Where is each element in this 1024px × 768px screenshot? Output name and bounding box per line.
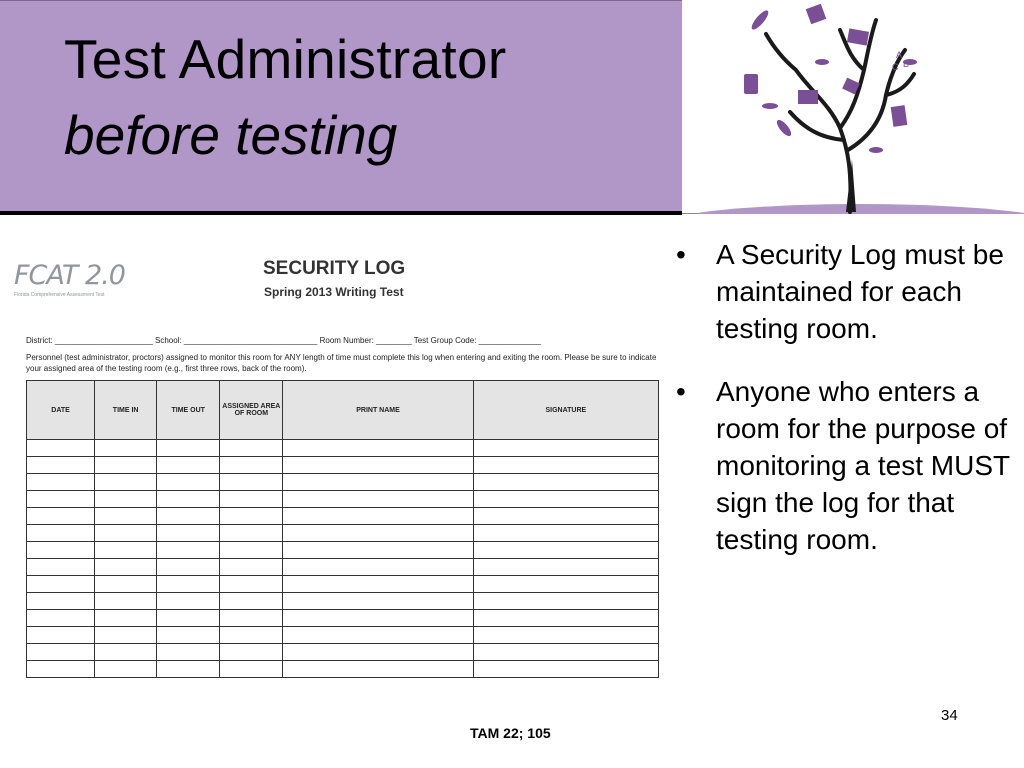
table-cell <box>220 474 283 491</box>
table-cell <box>220 576 283 593</box>
table-cell <box>27 525 95 542</box>
table-row <box>27 644 659 661</box>
table-cell <box>27 661 95 678</box>
table-cell <box>27 610 95 627</box>
table-cell <box>473 627 658 644</box>
table-cell <box>473 644 658 661</box>
bullet-text: Anyone who enters a room for the purpose of monitoring a test MUST sign the log for that testing room. <box>716 376 1010 555</box>
column-header-time-out: TIME OUT <box>157 381 220 440</box>
reference-note: TAM 22; 105 <box>470 725 551 741</box>
table-cell <box>157 440 220 457</box>
table-cell <box>27 457 95 474</box>
title-divider <box>0 211 682 215</box>
table-cell <box>283 593 473 610</box>
security-log-rows <box>27 440 659 678</box>
table-cell <box>95 474 157 491</box>
table-cell <box>473 508 658 525</box>
column-header-signature: SIGNATURE <box>473 381 658 440</box>
table-cell <box>220 542 283 559</box>
table-cell <box>473 440 658 457</box>
table-cell <box>283 542 473 559</box>
table-cell <box>27 559 95 576</box>
table-cell <box>473 542 658 559</box>
table-cell <box>283 525 473 542</box>
table-cell <box>283 457 473 474</box>
table-cell <box>220 593 283 610</box>
table-cell <box>220 559 283 576</box>
table-cell <box>157 542 220 559</box>
table-cell <box>220 440 283 457</box>
slide-subtitle: before testing <box>64 104 398 166</box>
table-cell <box>220 610 283 627</box>
security-log-table <box>26 380 659 678</box>
table-row <box>27 627 659 644</box>
table-cell <box>27 474 95 491</box>
form-title: SECURITY LOG <box>263 258 406 279</box>
fcat-logo-subtitle: Florida Comprehensive Assessment Test <box>14 292 105 298</box>
table-cell <box>473 474 658 491</box>
table-row <box>27 610 659 627</box>
table-cell <box>95 525 157 542</box>
column-header-print-name: PRINT NAME <box>283 381 473 440</box>
table-cell <box>95 576 157 593</box>
table-cell <box>283 627 473 644</box>
table-cell <box>157 610 220 627</box>
table-cell <box>157 457 220 474</box>
table-cell <box>157 661 220 678</box>
table-cell <box>95 542 157 559</box>
table-cell <box>473 491 658 508</box>
column-header-assigned-area: ASSIGNED AREA OF ROOM <box>220 381 283 440</box>
table-row <box>27 440 659 457</box>
table-cell <box>157 576 220 593</box>
slide-number: 34 <box>941 707 958 724</box>
table-cell <box>283 661 473 678</box>
table-cell <box>95 508 157 525</box>
table-cell <box>283 474 473 491</box>
table-row <box>27 576 659 593</box>
table-cell <box>95 593 157 610</box>
bullet-text: A Security Log must be maintained for each testing room. <box>716 239 1004 344</box>
table-cell <box>473 593 658 610</box>
table-cell <box>95 627 157 644</box>
table-row <box>27 491 659 508</box>
table-cell <box>283 440 473 457</box>
table-cell <box>27 593 95 610</box>
table-cell <box>157 627 220 644</box>
form-subtitle: Spring 2013 Writing Test <box>264 285 404 299</box>
table-cell <box>220 661 283 678</box>
table-cell <box>95 491 157 508</box>
table-cell <box>27 508 95 525</box>
table-header-row <box>27 381 659 440</box>
book-tree-illustration <box>700 0 1024 214</box>
table-cell <box>27 576 95 593</box>
form-fields-line: District: ______________________ School: ______________________________ Room Number: ________ Test Group Code: ______________ <box>26 336 541 345</box>
table-cell <box>95 440 157 457</box>
table-cell <box>27 627 95 644</box>
table-cell <box>95 661 157 678</box>
table-row <box>27 542 659 559</box>
bullet-dot-icon: • <box>676 239 686 270</box>
table-row <box>27 593 659 610</box>
column-header-time-in: TIME IN <box>95 381 157 440</box>
table-cell <box>220 525 283 542</box>
table-cell <box>283 491 473 508</box>
table-cell <box>473 525 658 542</box>
table-cell <box>220 491 283 508</box>
table-cell <box>283 576 473 593</box>
table-cell <box>220 457 283 474</box>
bullet-list <box>672 236 1012 584</box>
svg-text:B: B <box>903 59 910 69</box>
table-cell <box>283 559 473 576</box>
table-cell <box>473 457 658 474</box>
table-cell <box>157 644 220 661</box>
table-cell <box>283 610 473 627</box>
fcat-logo: FCAT 2.0 <box>14 260 125 291</box>
table-cell <box>283 508 473 525</box>
table-cell <box>95 457 157 474</box>
table-cell <box>95 610 157 627</box>
table-cell <box>473 559 658 576</box>
table-row <box>27 474 659 491</box>
table-cell <box>27 542 95 559</box>
table-row <box>27 559 659 576</box>
bullet-dot-icon: • <box>676 376 686 407</box>
bullet-item <box>672 373 1012 558</box>
table-cell <box>27 644 95 661</box>
slide-title: Test Administrator <box>64 28 507 90</box>
table-cell <box>95 559 157 576</box>
table-cell <box>283 644 473 661</box>
table-cell <box>473 576 658 593</box>
svg-text:C: C <box>892 62 899 72</box>
table-cell <box>157 508 220 525</box>
table-cell <box>27 491 95 508</box>
column-header-date: DATE <box>27 381 95 440</box>
table-cell <box>220 644 283 661</box>
table-cell <box>473 610 658 627</box>
table-cell <box>473 661 658 678</box>
table-cell <box>220 627 283 644</box>
table-cell <box>157 474 220 491</box>
table-cell <box>157 559 220 576</box>
table-cell <box>95 644 157 661</box>
table-cell <box>220 508 283 525</box>
table-cell <box>27 440 95 457</box>
table-row <box>27 525 659 542</box>
bullet-item <box>672 236 1012 347</box>
table-cell <box>157 491 220 508</box>
security-log-form <box>8 238 668 718</box>
table-row <box>27 508 659 525</box>
table-cell <box>157 593 220 610</box>
form-instructions: Personnel (test administrator, proctors) assigned to monitor this room for ANY length of time must complete this log when entering and exiting the room. Please be sure to indicate your assigned area of the testing room (e.g., first three rows, back of the room). <box>26 353 657 373</box>
svg-text:A: A <box>896 50 903 60</box>
table-row <box>27 457 659 474</box>
table-cell <box>157 525 220 542</box>
table-row <box>27 661 659 678</box>
